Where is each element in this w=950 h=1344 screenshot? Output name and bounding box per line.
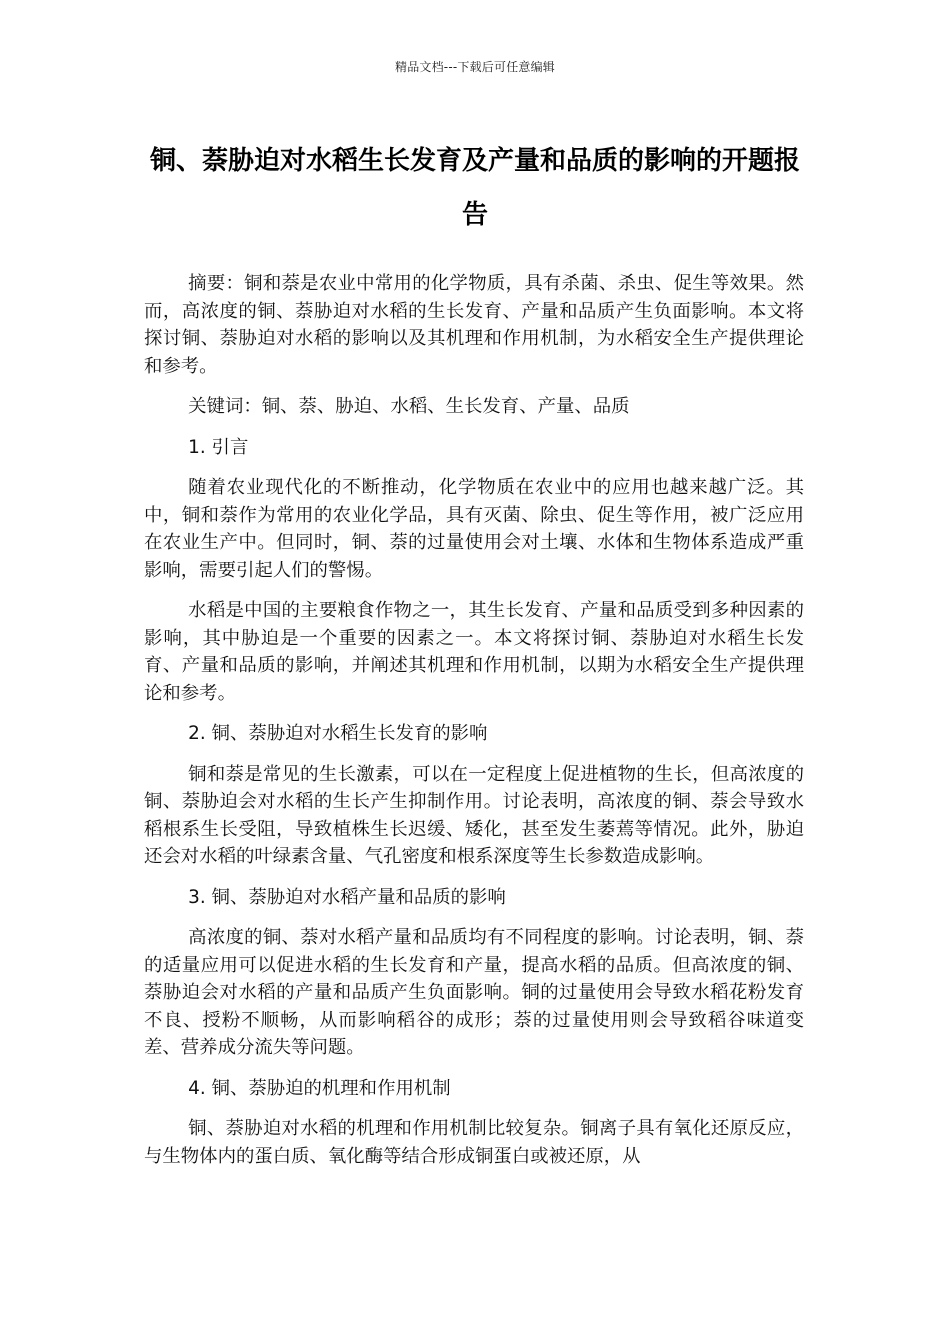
document-title: 铜、萘胁迫对水稻生长发育及产量和品质的影响的开题报告	[149, 146, 800, 230]
keywords-paragraph: 关键词：铜、萘、胁迫、水稻、生长发育、产量、品质	[188, 396, 630, 417]
section-heading-mechanism: 4. 铜、萘胁迫的机理和作用机制	[188, 1077, 451, 1099]
section-heading-growth: 2. 铜、萘胁迫对水稻生长发育的影响	[188, 723, 488, 744]
body-paragraph: 铜和萘是常见的生长激素，可以在一定程度上促进植物的生长，但高浓度的铜、萘胁迫会对水稻的生长产生抑制作用。讨论表明，高浓度的铜、萘会导致水稻根系生长受阻，导致植株生长迟缓、矮化，甚至发生萎蔫等情况。此外，胁迫还会对水稻的叶绿素含量、气孔密度和根系深度等生长参数造成影响。	[144, 763, 804, 867]
body-paragraph: 铜、萘胁迫对水稻的机理和作用机制比较复杂。铜离子具有氧化还原反应，与生物体内的蛋白质、氧化酶等结合形成铜蛋白或被还原，从	[144, 1118, 804, 1167]
body-paragraph: 高浓度的铜、萘对水稻产量和品质均有不同程度的影响。讨论表明，铜、萘的适量应用可以促进水稻的生长发育和产量，提高水稻的品质。但高浓度的铜、萘胁迫会对水稻的产量和品质产生负面影响。铜的过量使用会导致水稻花粉发育不良、授粉不顺畅，从而影响稻谷的成形；萘的过量使用则会导致稻谷味道变差、营养成分流失等问题。	[144, 927, 804, 1058]
page-header: 精品文档---下载后可任意编辑	[395, 60, 555, 74]
document-body	[144, 270, 804, 1183]
body-paragraph: 随着农业现代化的不断推动，化学物质在农业中的应用也越来越广泛。其中，铜和萘作为常用的农业化学品，具有灭菌、除虫、促生等作用，被广泛应用在农业生产中。但同时，铜、萘的过量使用会对土壤、水体和生物体系造成严重影响，需要引起人们的警惕。	[144, 477, 804, 581]
section-heading-yield-quality: 3. 铜、萘胁迫对水稻产量和品质的影响	[188, 886, 506, 908]
abstract-paragraph: 摘要：铜和萘是农业中常用的化学物质，具有杀菌、杀虫、促生等效果。然而，高浓度的铜、萘胁迫对水稻的生长发育、产量和品质产生负面影响。本文将探讨铜、萘胁迫对水稻的影响以及其机理和作用机制，为水稻安全生产提供理论和参考。	[144, 273, 804, 377]
section-heading-introduction: 1. 引言	[188, 436, 249, 458]
body-paragraph: 水稻是中国的主要粮食作物之一，其生长发育、产量和品质受到多种因素的影响，其中胁迫是一个重要的因素之一。本文将探讨铜、萘胁迫对水稻生长发育、产量和品质的影响，并阐述其机理和作用机制，以期为水稻安全生产提供理论和参考。	[144, 600, 804, 704]
